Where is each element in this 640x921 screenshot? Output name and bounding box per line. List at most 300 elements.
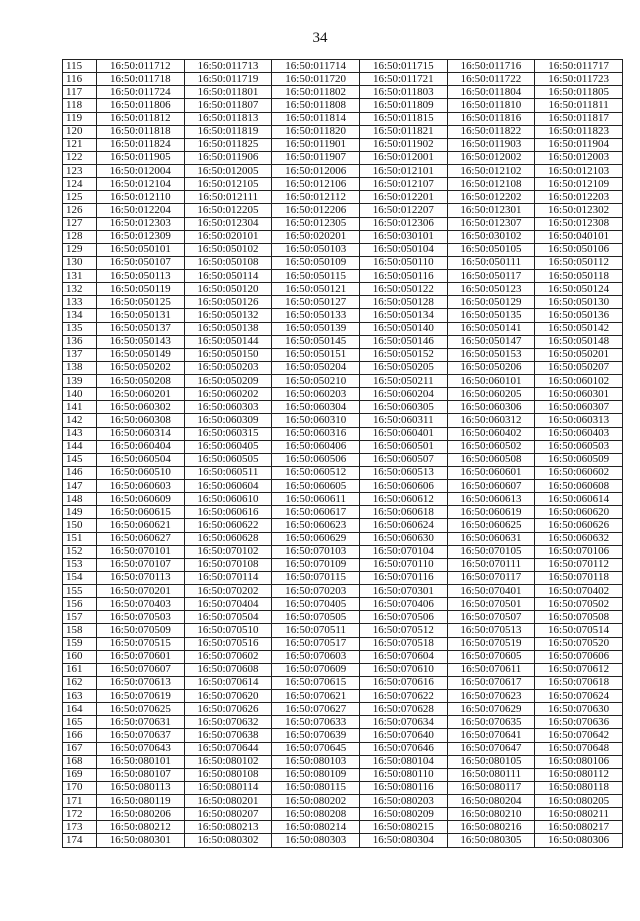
cadastral-number-cell: 16:50:011813 <box>184 112 272 125</box>
cadastral-number-cell: 16:50:050104 <box>359 243 447 256</box>
cadastral-number-cell: 16:50:060612 <box>359 493 447 506</box>
cadastral-number-cell: 16:50:070601 <box>97 650 185 663</box>
cadastral-number-cell: 16:50:011803 <box>359 86 447 99</box>
cadastral-number-cell: 16:50:011715 <box>359 60 447 73</box>
cadastral-number-table <box>62 59 623 848</box>
row-number-cell: 118 <box>63 99 97 112</box>
row-number-cell: 121 <box>63 138 97 151</box>
cadastral-number-cell: 16:50:011712 <box>97 60 185 73</box>
cadastral-number-cell: 16:50:050121 <box>272 283 360 296</box>
row-number-cell: 163 <box>63 690 97 703</box>
cadastral-number-cell: 16:50:012301 <box>447 204 535 217</box>
cadastral-number-cell: 16:50:060621 <box>97 519 185 532</box>
cadastral-number-cell: 16:50:012303 <box>97 217 185 230</box>
row-number-cell: 133 <box>63 296 97 309</box>
cadastral-number-cell: 16:50:070611 <box>447 663 535 676</box>
cadastral-number-cell: 16:50:050137 <box>97 322 185 335</box>
cadastral-number-cell: 16:50:080109 <box>272 768 360 781</box>
cadastral-number-cell: 16:50:070505 <box>272 611 360 624</box>
cadastral-number-cell: 16:50:012103 <box>535 165 623 178</box>
cadastral-number-cell: 16:50:080302 <box>184 834 272 847</box>
row-number-cell: 132 <box>63 283 97 296</box>
cadastral-number-cell: 16:50:070117 <box>447 571 535 584</box>
cadastral-number-cell: 16:50:080303 <box>272 834 360 847</box>
cadastral-number-cell: 16:50:080113 <box>97 781 185 794</box>
cadastral-number-cell: 16:50:080117 <box>447 781 535 794</box>
row-number-cell: 129 <box>63 243 97 256</box>
row-number-cell: 116 <box>63 73 97 86</box>
cadastral-number-cell: 16:50:012106 <box>272 178 360 191</box>
cadastral-number-cell: 16:50:070114 <box>184 571 272 584</box>
cadastral-number-cell: 16:50:060203 <box>272 388 360 401</box>
cadastral-number-cell: 16:50:070103 <box>272 545 360 558</box>
cadastral-number-cell: 16:50:070628 <box>359 703 447 716</box>
cadastral-number-cell: 16:50:070105 <box>447 545 535 558</box>
row-number-cell: 117 <box>63 86 97 99</box>
cadastral-number-cell: 16:50:060101 <box>447 375 535 388</box>
row-number-cell: 134 <box>63 309 97 322</box>
cadastral-number-cell: 16:50:070102 <box>184 545 272 558</box>
cadastral-number-cell: 16:50:050132 <box>184 309 272 322</box>
row-number-cell: 151 <box>63 532 97 545</box>
cadastral-number-cell: 16:50:070627 <box>272 703 360 716</box>
cadastral-number-cell: 16:50:070107 <box>97 558 185 571</box>
cadastral-number-cell: 16:50:060630 <box>359 532 447 545</box>
cadastral-number-cell: 16:50:050147 <box>447 335 535 348</box>
row-number-cell: 172 <box>63 808 97 821</box>
table-row <box>63 598 623 611</box>
table-row <box>63 401 623 414</box>
table-row <box>63 151 623 164</box>
cadastral-number-cell: 16:50:070517 <box>272 637 360 650</box>
cadastral-number-cell: 16:50:050118 <box>535 270 623 283</box>
cadastral-number-cell: 16:50:070625 <box>97 703 185 716</box>
cadastral-number-cell: 16:50:011717 <box>535 60 623 73</box>
row-number-cell: 135 <box>63 322 97 335</box>
table-row <box>63 768 623 781</box>
table-row <box>63 532 623 545</box>
cadastral-number-cell: 16:50:070402 <box>535 585 623 598</box>
cadastral-number-cell: 16:50:012107 <box>359 178 447 191</box>
row-number-cell: 131 <box>63 270 97 283</box>
cadastral-number-cell: 16:50:050207 <box>535 361 623 374</box>
cadastral-number-cell: 16:50:070644 <box>184 742 272 755</box>
cadastral-number-cell: 16:50:050204 <box>272 361 360 374</box>
cadastral-number-cell: 16:50:011714 <box>272 60 360 73</box>
cadastral-number-cell: 16:50:070111 <box>447 558 535 571</box>
cadastral-number-cell: 16:50:060608 <box>535 480 623 493</box>
row-number-cell: 149 <box>63 506 97 519</box>
cadastral-number-cell: 16:50:050152 <box>359 348 447 361</box>
cadastral-number-cell: 16:50:012102 <box>447 165 535 178</box>
row-number-cell: 174 <box>63 834 97 847</box>
cadastral-number-cell: 16:50:050127 <box>272 296 360 309</box>
cadastral-number-cell: 16:50:050144 <box>184 335 272 348</box>
cadastral-number-cell: 16:50:070509 <box>97 624 185 637</box>
cadastral-number-cell: 16:50:011822 <box>447 125 535 138</box>
cadastral-number-cell: 16:50:060201 <box>97 388 185 401</box>
cadastral-number-cell: 16:50:011814 <box>272 112 360 125</box>
row-number-cell: 147 <box>63 480 97 493</box>
cadastral-number-cell: 16:50:011811 <box>535 99 623 112</box>
cadastral-number-cell: 16:50:080212 <box>97 821 185 834</box>
cadastral-number-cell: 16:50:060631 <box>447 532 535 545</box>
row-number-cell: 158 <box>63 624 97 637</box>
cadastral-number-cell: 16:50:060505 <box>184 453 272 466</box>
cadastral-number-cell: 16:50:050208 <box>97 375 185 388</box>
cadastral-number-cell: 16:50:060315 <box>184 427 272 440</box>
cadastral-number-cell: 16:50:011805 <box>535 86 623 99</box>
table-row <box>63 781 623 794</box>
cadastral-number-cell: 16:50:030102 <box>447 230 535 243</box>
cadastral-number-cell: 16:50:060513 <box>359 466 447 479</box>
cadastral-number-cell: 16:50:070508 <box>535 611 623 624</box>
cadastral-number-cell: 16:50:070108 <box>184 558 272 571</box>
cadastral-number-cell: 16:50:060607 <box>447 480 535 493</box>
table-row <box>63 178 623 191</box>
cadastral-number-cell: 16:50:060311 <box>359 414 447 427</box>
table-row <box>63 690 623 703</box>
cadastral-number-cell: 16:50:070640 <box>359 729 447 742</box>
cadastral-number-cell: 16:50:070603 <box>272 650 360 663</box>
row-number-cell: 126 <box>63 204 97 217</box>
cadastral-number-cell: 16:50:060512 <box>272 466 360 479</box>
cadastral-number-cell: 16:50:080210 <box>447 808 535 821</box>
cadastral-number-cell: 16:50:050130 <box>535 296 623 309</box>
cadastral-number-cell: 16:50:012108 <box>447 178 535 191</box>
cadastral-number-cell: 16:50:050205 <box>359 361 447 374</box>
row-number-cell: 143 <box>63 427 97 440</box>
table-row <box>63 204 623 217</box>
table-row <box>63 230 623 243</box>
cadastral-number-cell: 16:50:012205 <box>184 204 272 217</box>
cadastral-number-cell: 16:50:070609 <box>272 663 360 676</box>
cadastral-number-cell: 16:50:080202 <box>272 795 360 808</box>
cadastral-number-cell: 16:50:012203 <box>535 191 623 204</box>
cadastral-number-cell: 16:50:012101 <box>359 165 447 178</box>
cadastral-number-cell: 16:50:070109 <box>272 558 360 571</box>
cadastral-number-cell: 16:50:050113 <box>97 270 185 283</box>
row-number-cell: 159 <box>63 637 97 650</box>
table-row <box>63 545 623 558</box>
cadastral-number-cell: 16:50:060308 <box>97 414 185 427</box>
table-row <box>63 270 623 283</box>
cadastral-number-cell: 16:50:050211 <box>359 375 447 388</box>
cadastral-number-cell: 16:50:070404 <box>184 598 272 611</box>
cadastral-number-cell: 16:50:060623 <box>272 519 360 532</box>
cadastral-number-cell: 16:50:070620 <box>184 690 272 703</box>
cadastral-number-cell: 16:50:060511 <box>184 466 272 479</box>
cadastral-number-cell: 16:50:050102 <box>184 243 272 256</box>
cadastral-number-cell: 16:50:080209 <box>359 808 447 821</box>
cadastral-number-cell: 16:50:012004 <box>97 165 185 178</box>
cadastral-number-cell: 16:50:050209 <box>184 375 272 388</box>
table-row <box>63 243 623 256</box>
row-number-cell: 119 <box>63 112 97 125</box>
cadastral-number-cell: 16:50:050123 <box>447 283 535 296</box>
cadastral-number-cell: 16:50:012005 <box>184 165 272 178</box>
cadastral-number-cell: 16:50:070201 <box>97 585 185 598</box>
cadastral-number-cell: 16:50:070618 <box>535 676 623 689</box>
cadastral-number-cell: 16:50:070506 <box>359 611 447 624</box>
cadastral-number-cell: 16:50:020201 <box>272 230 360 243</box>
table-row <box>63 217 623 230</box>
cadastral-number-cell: 16:50:011824 <box>97 138 185 151</box>
cadastral-number-cell: 16:50:080207 <box>184 808 272 821</box>
table-row <box>63 86 623 99</box>
cadastral-number-cell: 16:50:011807 <box>184 99 272 112</box>
cadastral-number-cell: 16:50:070502 <box>535 598 623 611</box>
cadastral-number-cell: 16:50:050134 <box>359 309 447 322</box>
cadastral-number-cell: 16:50:011812 <box>97 112 185 125</box>
table-row <box>63 834 623 847</box>
cadastral-number-cell: 16:50:012201 <box>359 191 447 204</box>
cadastral-number-cell: 16:50:050114 <box>184 270 272 283</box>
cadastral-number-cell: 16:50:070608 <box>184 663 272 676</box>
table-row <box>63 414 623 427</box>
row-number-cell: 170 <box>63 781 97 794</box>
row-number-cell: 115 <box>63 60 97 73</box>
row-number-cell: 130 <box>63 256 97 269</box>
cadastral-number-cell: 16:50:012304 <box>184 217 272 230</box>
cadastral-number-cell: 16:50:050120 <box>184 283 272 296</box>
row-number-cell: 145 <box>63 453 97 466</box>
cadastral-number-cell: 16:50:012204 <box>97 204 185 217</box>
table-row <box>63 73 623 86</box>
cadastral-number-cell: 16:50:060301 <box>535 388 623 401</box>
cadastral-number-cell: 16:50:070638 <box>184 729 272 742</box>
table-row <box>63 480 623 493</box>
cadastral-number-cell: 16:50:011904 <box>535 138 623 151</box>
cadastral-number-cell: 16:50:050112 <box>535 256 623 269</box>
cadastral-number-cell: 16:50:060313 <box>535 414 623 427</box>
cadastral-number-cell: 16:50:070518 <box>359 637 447 650</box>
table-row <box>63 112 623 125</box>
table-row <box>63 256 623 269</box>
cadastral-number-cell: 16:50:012110 <box>97 191 185 204</box>
cadastral-number-cell: 16:50:070612 <box>535 663 623 676</box>
cadastral-number-cell: 16:50:080213 <box>184 821 272 834</box>
row-number-cell: 150 <box>63 519 97 532</box>
cadastral-number-cell: 16:50:070615 <box>272 676 360 689</box>
cadastral-number-cell: 16:50:080216 <box>447 821 535 834</box>
cadastral-number-cell: 16:50:080111 <box>447 768 535 781</box>
row-number-cell: 136 <box>63 335 97 348</box>
cadastral-number-cell: 16:50:050108 <box>184 256 272 269</box>
cadastral-number-cell: 16:50:070301 <box>359 585 447 598</box>
cadastral-number-cell: 16:50:011906 <box>184 151 272 164</box>
cadastral-number-cell: 16:50:060602 <box>535 466 623 479</box>
cadastral-number-cell: 16:50:050149 <box>97 348 185 361</box>
cadastral-number-cell: 16:50:050103 <box>272 243 360 256</box>
table-row <box>63 519 623 532</box>
table-row <box>63 571 623 584</box>
cadastral-number-cell: 16:50:050131 <box>97 309 185 322</box>
cadastral-number-cell: 16:50:050153 <box>447 348 535 361</box>
table-row <box>63 729 623 742</box>
cadastral-number-cell: 16:50:070629 <box>447 703 535 716</box>
row-number-cell: 167 <box>63 742 97 755</box>
cadastral-number-cell: 16:50:050122 <box>359 283 447 296</box>
cadastral-number-cell: 16:50:080214 <box>272 821 360 834</box>
table-row <box>63 755 623 768</box>
cadastral-number-cell: 16:50:060204 <box>359 388 447 401</box>
table-row <box>63 309 623 322</box>
cadastral-number-cell: 16:50:012307 <box>447 217 535 230</box>
cadastral-number-cell: 16:50:070602 <box>184 650 272 663</box>
cadastral-number-cell: 16:50:050146 <box>359 335 447 348</box>
table-row <box>63 453 623 466</box>
cadastral-number-cell: 16:50:070633 <box>272 716 360 729</box>
cadastral-number-cell: 16:50:040101 <box>535 230 623 243</box>
cadastral-number-cell: 16:50:070112 <box>535 558 623 571</box>
table-row <box>63 676 623 689</box>
table-row <box>63 624 623 637</box>
cadastral-number-cell: 16:50:011718 <box>97 73 185 86</box>
cadastral-number-cell: 16:50:050203 <box>184 361 272 374</box>
cadastral-number-cell: 16:50:060405 <box>184 440 272 453</box>
table-row <box>63 663 623 676</box>
cadastral-number-cell: 16:50:070511 <box>272 624 360 637</box>
row-number-cell: 155 <box>63 585 97 598</box>
cadastral-number-cell: 16:50:080206 <box>97 808 185 821</box>
cadastral-number-cell: 16:50:070639 <box>272 729 360 742</box>
cadastral-number-cell: 16:50:070401 <box>447 585 535 598</box>
table-row <box>63 427 623 440</box>
cadastral-number-cell: 16:50:050142 <box>535 322 623 335</box>
cadastral-number-cell: 16:50:060606 <box>359 480 447 493</box>
row-number-cell: 138 <box>63 361 97 374</box>
cadastral-number-cell: 16:50:080211 <box>535 808 623 821</box>
cadastral-number-cell: 16:50:060310 <box>272 414 360 427</box>
cadastral-number-cell: 16:50:060620 <box>535 506 623 519</box>
cadastral-number-cell: 16:50:011903 <box>447 138 535 151</box>
table-row <box>63 795 623 808</box>
cadastral-number-cell: 16:50:070647 <box>447 742 535 755</box>
cadastral-number-cell: 16:50:011724 <box>97 86 185 99</box>
cadastral-number-cell: 16:50:050106 <box>535 243 623 256</box>
cadastral-number-cell: 16:50:070118 <box>535 571 623 584</box>
cadastral-number-table-container <box>62 59 622 848</box>
cadastral-number-cell: 16:50:080201 <box>184 795 272 808</box>
cadastral-number-cell: 16:50:012001 <box>359 151 447 164</box>
cadastral-number-cell: 16:50:060303 <box>184 401 272 414</box>
cadastral-number-cell: 16:50:080108 <box>184 768 272 781</box>
cadastral-number-cell: 16:50:011819 <box>184 125 272 138</box>
table-row <box>63 322 623 335</box>
cadastral-number-cell: 16:50:060618 <box>359 506 447 519</box>
cadastral-number-cell: 16:50:070104 <box>359 545 447 558</box>
cadastral-number-cell: 16:50:050125 <box>97 296 185 309</box>
table-row <box>63 585 623 598</box>
cadastral-number-cell: 16:50:012003 <box>535 151 623 164</box>
cadastral-number-cell: 16:50:050143 <box>97 335 185 348</box>
cadastral-number-cell: 16:50:050140 <box>359 322 447 335</box>
table-row <box>63 60 623 73</box>
cadastral-number-cell: 16:50:070637 <box>97 729 185 742</box>
cadastral-number-cell: 16:50:070515 <box>97 637 185 650</box>
cadastral-number-cell: 16:50:012002 <box>447 151 535 164</box>
cadastral-number-cell: 16:50:060305 <box>359 401 447 414</box>
row-number-cell: 128 <box>63 230 97 243</box>
cadastral-number-cell: 16:50:012305 <box>272 217 360 230</box>
cadastral-number-cell: 16:50:050148 <box>535 335 623 348</box>
row-number-cell: 123 <box>63 165 97 178</box>
cadastral-number-cell: 16:50:060102 <box>535 375 623 388</box>
cadastral-number-cell: 16:50:070507 <box>447 611 535 624</box>
row-number-cell: 160 <box>63 650 97 663</box>
cadastral-number-cell: 16:50:050150 <box>184 348 272 361</box>
row-number-cell: 161 <box>63 663 97 676</box>
table-row <box>63 493 623 506</box>
cadastral-number-cell: 16:50:080306 <box>535 834 623 847</box>
cadastral-number-cell: 16:50:011823 <box>535 125 623 138</box>
cadastral-number-cell: 16:50:011901 <box>272 138 360 151</box>
cadastral-number-cell: 16:50:060605 <box>272 480 360 493</box>
cadastral-number-cell: 16:50:070643 <box>97 742 185 755</box>
cadastral-number-cell: 16:50:080102 <box>184 755 272 768</box>
cadastral-number-cell: 16:50:060611 <box>272 493 360 506</box>
cadastral-number-cell: 16:50:060403 <box>535 427 623 440</box>
cadastral-number-cell: 16:50:012109 <box>535 178 623 191</box>
table-body <box>63 60 623 848</box>
table-row <box>63 558 623 571</box>
cadastral-number-cell: 16:50:060304 <box>272 401 360 414</box>
cadastral-number-cell: 16:50:080107 <box>97 768 185 781</box>
cadastral-number-cell: 16:50:060406 <box>272 440 360 453</box>
cadastral-number-cell: 16:50:080115 <box>272 781 360 794</box>
cadastral-number-cell: 16:50:060619 <box>447 506 535 519</box>
row-number-cell: 152 <box>63 545 97 558</box>
cadastral-number-cell: 16:50:050206 <box>447 361 535 374</box>
row-number-cell: 122 <box>63 151 97 164</box>
cadastral-number-cell: 16:50:060627 <box>97 532 185 545</box>
table-row <box>63 335 623 348</box>
table-row <box>63 611 623 624</box>
cadastral-number-cell: 16:50:070646 <box>359 742 447 755</box>
cadastral-number-cell: 16:50:070617 <box>447 676 535 689</box>
cadastral-number-cell: 16:50:030101 <box>359 230 447 243</box>
cadastral-number-cell: 16:50:060610 <box>184 493 272 506</box>
cadastral-number-cell: 16:50:070613 <box>97 676 185 689</box>
cadastral-number-cell: 16:50:050151 <box>272 348 360 361</box>
cadastral-number-cell: 16:50:080208 <box>272 808 360 821</box>
row-number-cell: 139 <box>63 375 97 388</box>
cadastral-number-cell: 16:50:012302 <box>535 204 623 217</box>
cadastral-number-cell: 16:50:070635 <box>447 716 535 729</box>
cadastral-number-cell: 16:50:070641 <box>447 729 535 742</box>
cadastral-number-cell: 16:50:060601 <box>447 466 535 479</box>
cadastral-number-cell: 16:50:011818 <box>97 125 185 138</box>
cadastral-number-cell: 16:50:050141 <box>447 322 535 335</box>
cadastral-number-cell: 16:50:050133 <box>272 309 360 322</box>
cadastral-number-cell: 16:50:070514 <box>535 624 623 637</box>
cadastral-number-cell: 16:50:050105 <box>447 243 535 256</box>
cadastral-number-cell: 16:50:070623 <box>447 690 535 703</box>
cadastral-number-cell: 16:50:080217 <box>535 821 623 834</box>
row-number-cell: 127 <box>63 217 97 230</box>
table-row <box>63 742 623 755</box>
cadastral-number-cell: 16:50:070634 <box>359 716 447 729</box>
cadastral-number-cell: 16:50:060312 <box>447 414 535 427</box>
cadastral-number-cell: 16:50:060314 <box>97 427 185 440</box>
table-row <box>63 650 623 663</box>
cadastral-number-cell: 16:50:070202 <box>184 585 272 598</box>
row-number-cell: 169 <box>63 768 97 781</box>
cadastral-number-cell: 16:50:011817 <box>535 112 623 125</box>
cadastral-number-cell: 16:50:060613 <box>447 493 535 506</box>
cadastral-number-cell: 16:50:070520 <box>535 637 623 650</box>
